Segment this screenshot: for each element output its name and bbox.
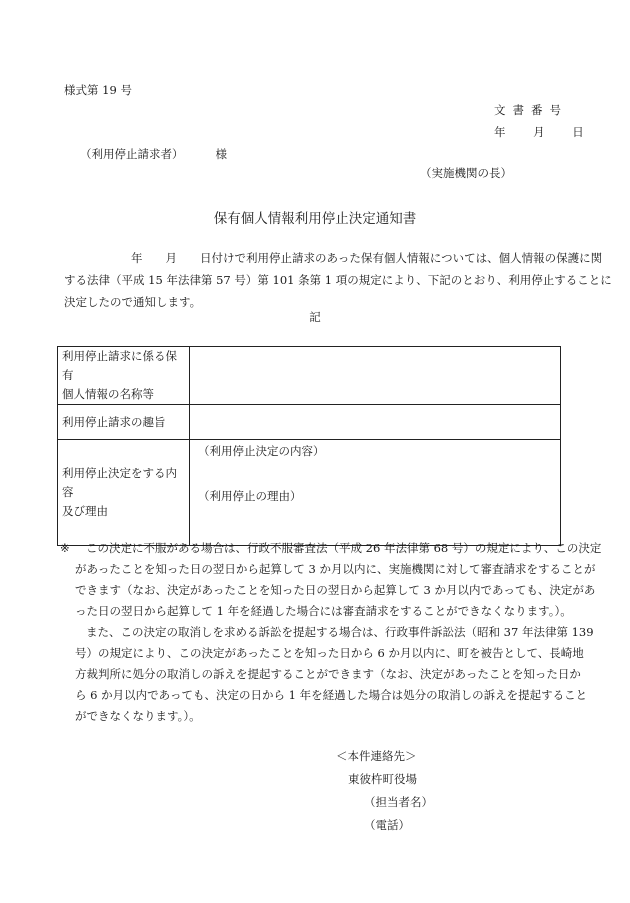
label-line: 及び理由 xyxy=(62,504,108,518)
label-line: 利用停止請求に係る保有 xyxy=(62,349,177,382)
note-line: があったことを知った日の翌日から起算して 3 か月以内に、実施機関に対して審査請求をすることが xyxy=(75,562,596,576)
table-value xyxy=(190,347,561,405)
table-label xyxy=(58,440,190,546)
agency-head: （実施機関の長） xyxy=(420,166,512,180)
table-label xyxy=(58,347,190,405)
table-value xyxy=(190,440,561,546)
requester-honorific: 様 xyxy=(215,147,227,161)
body-line: する法律（平成 15 年法律第 57 号）第 101 条第 1 項の規定により、下記のとおり、利用停止することに xyxy=(64,273,612,287)
note-line: また、この決定の取消しを求める訴訟を提起する場合は、行政事件訴訟法（昭和 37 年法律第 139 xyxy=(86,625,594,639)
note-line: 号）の規定により、この決定があったことを知った日から 6 か月以内に、町を被告として、長崎地 xyxy=(75,646,584,660)
notes xyxy=(60,538,602,727)
requester-line xyxy=(80,146,227,162)
date-line: 年 月 日 xyxy=(494,125,584,139)
table-row xyxy=(58,440,561,546)
body-line: 決定したので通知します。 xyxy=(64,295,202,309)
note-line: 方裁判所に処分の取消しの訴えを提起することができます（なお、決定があったことを知った日か xyxy=(75,667,581,681)
decision-reason-label: （利用停止の理由） xyxy=(198,489,302,503)
contact-person: （担当者名） xyxy=(364,795,433,809)
label-line: 個人情報の名称等 xyxy=(62,387,154,401)
contact-heading: ＜本件連絡先＞ xyxy=(336,749,417,763)
note-line: できます（なお、決定があったことを知った日の翌日から起算して 3 か月以内であっても、決定があ xyxy=(75,583,596,597)
ki-mark: 記 xyxy=(309,310,321,324)
table-value xyxy=(190,405,561,440)
decision-content-label: （利用停止決定の内容） xyxy=(198,444,325,458)
contact-office: 東彼杵町役場 xyxy=(348,772,417,786)
body-paragraph xyxy=(64,247,612,313)
note-line: った日の翌日から起算して 1 年を経過した場合には審査請求をすることができなくなります。）。 xyxy=(75,604,572,618)
table-label: 利用停止請求の趣旨 xyxy=(58,405,190,440)
document-number-label: 文書番号 xyxy=(494,103,568,117)
table-row xyxy=(58,405,561,440)
label-line: 利用停止決定をする内容 xyxy=(62,466,177,499)
note-line: ができなくなります。）。 xyxy=(75,709,201,723)
note-line: この決定に不服がある場合は、行政不服審査法（平成 26 年法律第 68 号）の規定により、この決定 xyxy=(86,541,602,555)
contact-phone: （電話） xyxy=(364,818,410,832)
form-number: 様式第 19 号 xyxy=(64,83,132,97)
requester-label: （利用停止請求者） xyxy=(80,147,184,161)
info-table xyxy=(57,346,561,546)
body-line: 年 月 日付けで利用停止請求のあった保有個人情報については、個人情報の保護に関 xyxy=(108,251,603,265)
note-mark: ※ xyxy=(60,541,70,555)
note-line: ら 6 か月以内であっても、決定の日から 1 年を経過した場合は処分の取消しの訴えを提起すること xyxy=(75,688,588,702)
table-row xyxy=(58,347,561,405)
document-title: 保有個人情報利用停止決定通知書 xyxy=(213,211,417,227)
